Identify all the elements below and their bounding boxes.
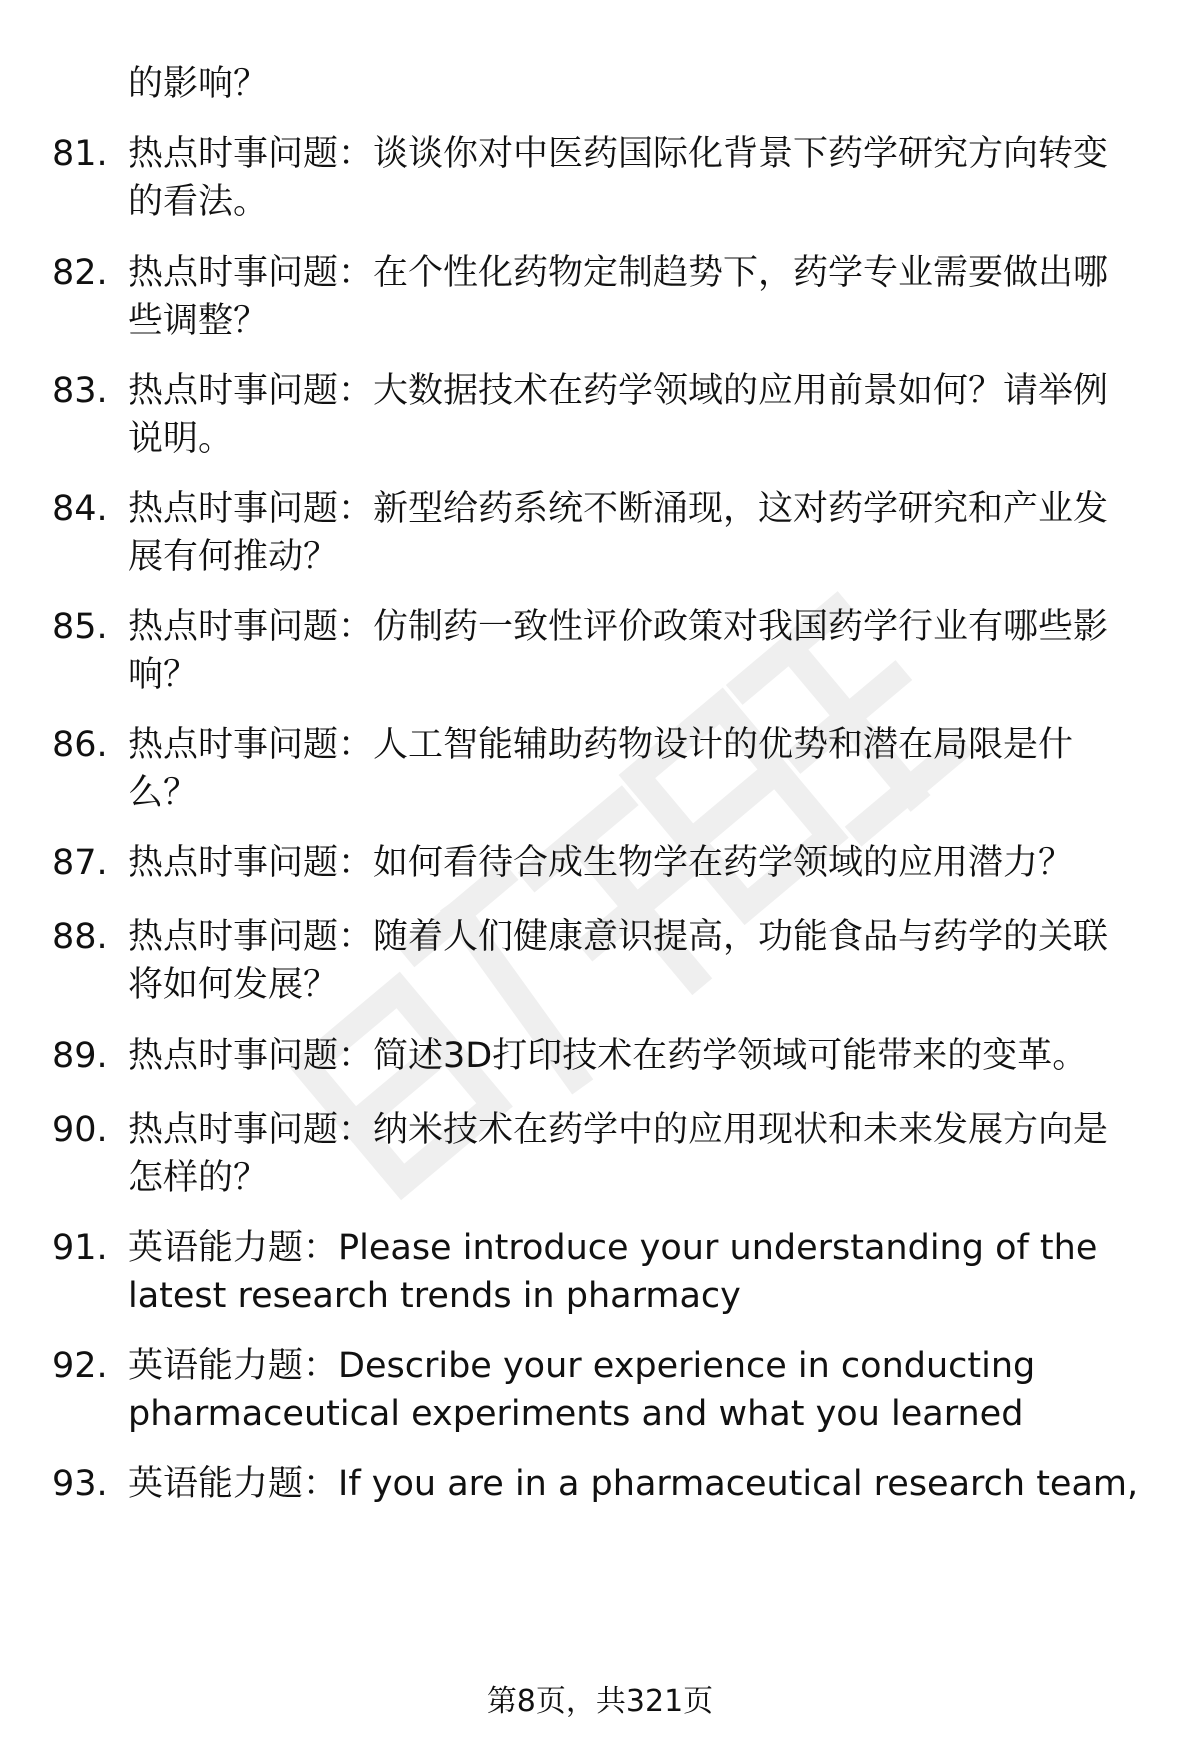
question-number: 93. <box>52 1464 108 1504</box>
question-text: 随着人们健康意识提高，功能食品与药学的关联将如何发展？ <box>128 917 1109 1005</box>
question-text: 简述3D打印技术在药学领域可能带来的变革。 <box>373 1036 1088 1076</box>
list-item <box>52 130 1142 226</box>
question-number: 85. <box>52 607 108 647</box>
question-category: 热点时事问题： <box>128 917 374 957</box>
question-number: 84. <box>52 489 108 529</box>
question-number: 90. <box>52 1110 108 1150</box>
list-item <box>52 367 1142 463</box>
question-number: 88. <box>52 917 108 957</box>
question-category: 热点时事问题： <box>128 725 374 765</box>
question-text: 谈谈你对中医药国际化背景下药学研究方向转变的看法。 <box>128 134 1109 222</box>
question-category: 热点时事问题： <box>128 489 374 529</box>
question-text: 人工智能辅助药物设计的优势和潜在局限是什么？ <box>128 725 1074 813</box>
question-number: 82. <box>52 253 108 293</box>
question-category: 英语能力题： <box>128 1464 339 1504</box>
list-item <box>52 839 1142 887</box>
question-category: 英语能力题： <box>128 1228 339 1268</box>
question-text: If you are in a pharmaceutical research team, <box>338 1464 1139 1504</box>
question-category: 热点时事问题： <box>128 1036 374 1076</box>
question-category: 热点时事问题： <box>128 371 374 411</box>
question-number: 87. <box>52 843 108 883</box>
list-item <box>52 485 1142 581</box>
question-text: 仿制药一致性评价政策对我国药学行业有哪些影响？ <box>128 607 1109 695</box>
question-number: 81. <box>52 134 108 174</box>
question-category: 英语能力题： <box>128 1346 339 1386</box>
question-category: 热点时事问题： <box>128 134 374 174</box>
question-text: 如何看待合成生物学在药学领域的应用潜力？ <box>373 843 1074 883</box>
question-category: 热点时事问题： <box>128 843 374 883</box>
list-item <box>52 249 1142 345</box>
question-text: 纳米技术在药学中的应用现状和未来发展方向是怎样的？ <box>128 1110 1109 1198</box>
list-item <box>52 1342 1142 1438</box>
question-text: Describe your experience in conducting pharmaceutical experiments and what you learned <box>128 1346 1036 1434</box>
question-text: 新型给药系统不断涌现，这对药学研究和产业发展有何推动？ <box>128 489 1109 577</box>
list-item <box>52 603 1142 699</box>
page-number-footer: 第8页，共321页 <box>486 1684 714 1719</box>
question-text: 在个性化药物定制趋势下，药学专业需要做出哪些调整？ <box>128 253 1109 341</box>
question-text: 大数据技术在药学领域的应用前景如何？请举例说明。 <box>128 371 1109 459</box>
question-number: 89. <box>52 1036 108 1076</box>
list-item <box>52 1032 1142 1080</box>
question-text: Please introduce your understanding of the latest research trends in pharmacy <box>128 1228 1098 1316</box>
question-number: 91. <box>52 1228 108 1268</box>
continuation-text: 的影响？ <box>128 64 269 104</box>
list-item <box>52 721 1142 817</box>
list-item <box>52 1224 1142 1320</box>
list-item <box>52 1460 1142 1508</box>
question-category: 热点时事问题： <box>128 1110 374 1150</box>
question-category: 热点时事问题： <box>128 253 374 293</box>
list-item <box>52 913 1142 1009</box>
list-item <box>52 1106 1142 1202</box>
question-number: 86. <box>52 725 108 765</box>
question-category: 热点时事问题： <box>128 607 374 647</box>
question-number: 83. <box>52 371 108 411</box>
question-number: 92. <box>52 1346 108 1386</box>
